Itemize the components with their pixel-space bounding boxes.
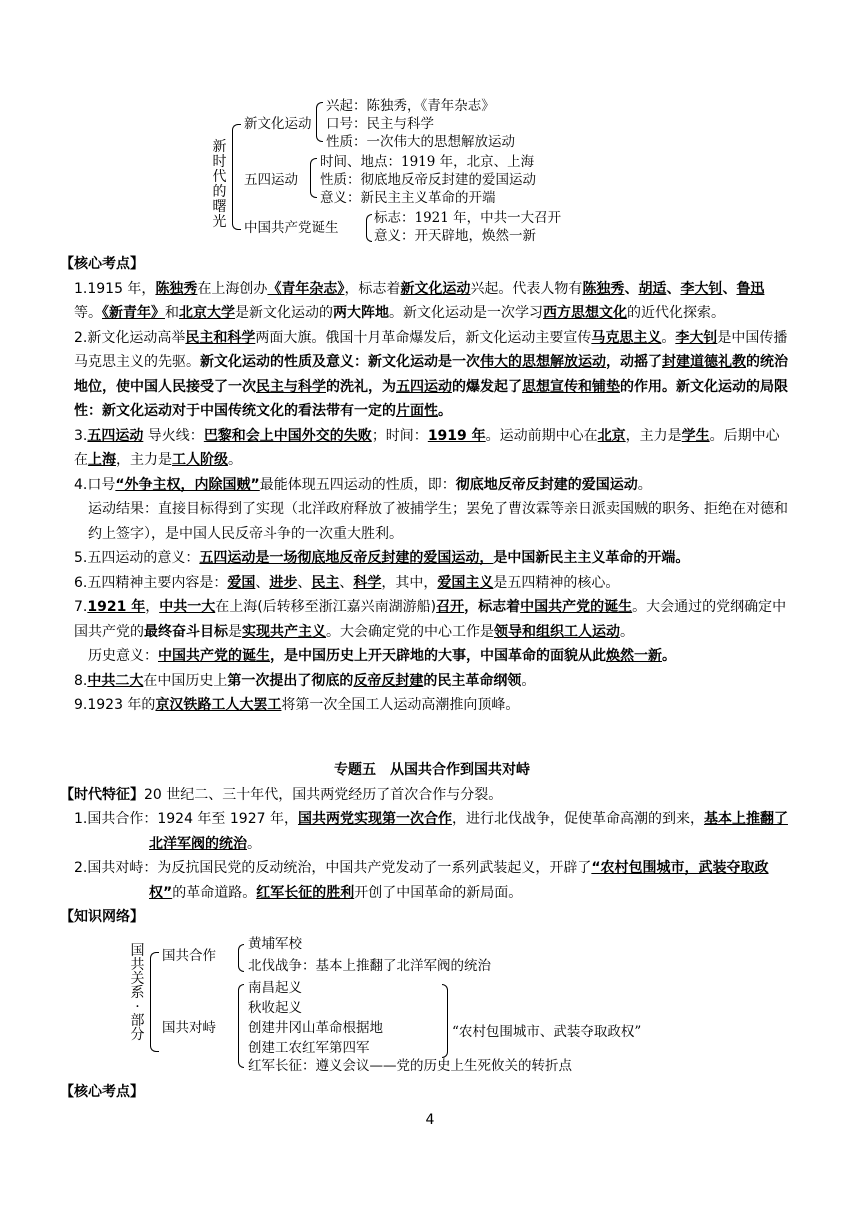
- text: 开创了中国革命的新局面。: [354, 884, 523, 901]
- key-term: 彻底地反帝反封建的爱国运动: [455, 476, 638, 493]
- text: 和: [165, 305, 179, 321]
- text: 6.五四精神主要内容是：: [74, 574, 228, 591]
- point-7: [74, 595, 790, 644]
- network-heading: [60, 905, 790, 930]
- text-block-2: [60, 758, 790, 930]
- key-term: 最终奋斗目标: [144, 623, 228, 640]
- text: 的民主革命纲领: [423, 672, 522, 689]
- key-term: 京汉铁路工人大罢工: [155, 697, 282, 713]
- key-term: “外争主权，内除国贼”: [115, 476, 260, 493]
- text: 是新文化运动的: [235, 305, 333, 321]
- group-note: “农村包围城市、武装夺取政权”: [452, 1024, 642, 1040]
- key-term: 北京: [597, 427, 626, 444]
- tree-root-label: 国共关系·部分: [130, 943, 145, 1043]
- key-term: 民主: [311, 574, 340, 591]
- key-term: 工人阶级: [172, 452, 228, 468]
- brace: [366, 214, 372, 242]
- right-brace: [442, 984, 448, 1058]
- key-term: 片面性: [396, 403, 438, 419]
- key-term: 五四运动: [87, 427, 144, 444]
- page-number: 4: [425, 1112, 435, 1128]
- text: 3.: [74, 427, 88, 444]
- text: 在中国历史上: [143, 672, 228, 689]
- key-term: 国共两党实现第一次合作: [297, 811, 452, 827]
- label: 【时代特征】: [60, 786, 144, 803]
- text: 是五四精神的核心。: [493, 574, 620, 591]
- brace: [310, 158, 317, 198]
- text: 、: [722, 280, 737, 297]
- text: ，主力是: [116, 452, 172, 468]
- branch-label: 新文化运动: [244, 116, 312, 132]
- key-term: 李大钊: [675, 329, 718, 346]
- key-term: 西方思想文化: [543, 305, 627, 321]
- text: 最能体现五四运动的性质，即：: [259, 476, 456, 493]
- key-term: 五四运动是一场: [199, 550, 298, 566]
- key-term: 马克思主义: [591, 329, 662, 346]
- branch-item: 北伐战争：基本上推翻了北洋军阀的统治: [248, 958, 491, 974]
- text: 。: [228, 452, 242, 468]
- text: 、: [255, 574, 270, 591]
- branch-item: 性质：彻底地反帝反封建的爱国运动: [320, 172, 536, 188]
- section-title: 专题五 从国共合作到国共对峙: [334, 762, 530, 778]
- text: 的爆发起了: [452, 378, 522, 395]
- text: ，其中，: [381, 574, 438, 591]
- section-heading: 【核心考点】: [60, 1084, 144, 1100]
- brace: [232, 124, 241, 230]
- key-term: 召开: [436, 599, 465, 615]
- key-term: 北京大学: [179, 305, 235, 321]
- key-term: 1919 年: [427, 427, 486, 444]
- key-term: 上海: [88, 452, 116, 468]
- key-term: 《新青年》: [102, 305, 165, 321]
- key-term: 《青年杂志》: [267, 280, 345, 297]
- era-feature: [60, 783, 790, 808]
- text: ，动摇了: [606, 354, 662, 370]
- key-term: 1921 年: [87, 599, 146, 615]
- branch-label: 五四运动: [244, 172, 298, 188]
- point-2: [74, 326, 790, 424]
- text: ，是中国历史上开天辟地的大事，中国革命的面貌从此: [270, 648, 606, 664]
- point-7-significance: [74, 644, 790, 669]
- key-term: 民主与科学: [256, 378, 326, 395]
- key-term: “农村包围城市，武装夺取政权”: [149, 860, 769, 901]
- point-4: [74, 473, 790, 498]
- text: ，: [145, 599, 160, 615]
- text: 的作用。新文化运动的局限性：新文化运动对于中国传统文化的看法带有一定的: [74, 378, 788, 419]
- knowledge-tree-kmt-cpc: [128, 934, 748, 1074]
- text: 在上海创办: [197, 280, 268, 297]
- text: 1.1915 年，: [74, 280, 156, 297]
- text: 、: [666, 280, 681, 297]
- key-term: 中共二大: [87, 672, 144, 689]
- branch-item: 时间、地点：1919 年，北京、上海: [320, 154, 535, 170]
- key-term: 是中国新民主主义革命的开端。: [493, 550, 690, 566]
- key-term: 红军长征的胜利: [256, 884, 355, 901]
- brace: [238, 984, 244, 1068]
- point-9: [74, 693, 790, 718]
- text: 5.五四运动的意义：: [74, 550, 200, 566]
- text: 是: [228, 623, 242, 640]
- key-term: 陈独秀: [582, 280, 625, 297]
- text: 。: [247, 835, 261, 852]
- brace: [316, 102, 323, 142]
- text: 。: [661, 329, 676, 346]
- key-term: 胡适: [638, 280, 667, 297]
- key-term: 彻底地反帝反封建: [297, 550, 410, 566]
- text: 4.口号: [74, 476, 116, 493]
- key-term: 科学: [353, 574, 382, 591]
- text: 第一次提出了彻底的: [227, 672, 354, 689]
- text: 、: [339, 574, 354, 591]
- knowledge-tree-new-era: [210, 96, 670, 248]
- key-term: 实现共产主义: [242, 623, 326, 640]
- branch-item: 南昌起义: [248, 980, 302, 996]
- text: 将第一次全国工人运动高潮推向顶峰。: [281, 697, 520, 713]
- text: 是中国传播马克思主义的先驱。: [74, 329, 788, 370]
- era-item-1: [74, 807, 790, 856]
- branch-label: 国共合作: [162, 948, 216, 964]
- key-term: 民主和科学: [185, 329, 256, 346]
- label: 【知识网络】: [60, 909, 144, 925]
- text: ，进行北伐战争，促使革命高潮的到来，: [451, 811, 704, 827]
- text: 。运动前期中心在: [485, 427, 598, 444]
- key-term: 李大钊: [680, 280, 723, 297]
- point-8: [74, 669, 790, 694]
- point-3: [74, 424, 790, 473]
- text: 1.国共合作：1924 年至 1927 年，: [74, 811, 298, 827]
- point-5: [74, 546, 790, 571]
- branch-item: 红军长征：遵义会议——党的历史上生死攸关的转折点: [248, 1058, 572, 1074]
- branch-label: 国共对峙: [162, 1020, 216, 1036]
- text: 20 世纪二、三十年代，国共两党经历了首次合作与分裂。: [144, 786, 503, 803]
- text-block-3: [60, 1080, 790, 1105]
- key-term: 巴黎和会上中国外交的失败: [203, 427, 372, 444]
- branch-item: 标志：1921 年，中共一大召开: [374, 210, 562, 226]
- key-term: 反帝反封建: [353, 672, 424, 689]
- brace: [150, 952, 159, 1052]
- text: 等。: [74, 305, 102, 321]
- branch-item: 创建井冈山革命根据地: [248, 1020, 383, 1036]
- key-term: 封建道德礼教: [662, 354, 746, 370]
- key-term: 伟大的思想解放运动: [480, 354, 606, 370]
- text: 。大会确定党的中心工作是: [326, 623, 494, 640]
- point-4-result: [74, 497, 790, 546]
- key-term: 领导和组织工人运动: [494, 623, 620, 640]
- text: 在上海(后转移至浙江嘉兴南湖游船): [215, 599, 437, 615]
- text-block-1: [60, 252, 790, 718]
- text: 历史意义：: [88, 648, 158, 664]
- tree-root-label: 新时代的曙光: [212, 139, 227, 230]
- point-6: [74, 571, 790, 596]
- text: ，标志着: [344, 280, 401, 297]
- text: 9.1923 年的: [74, 697, 156, 713]
- text: 。: [620, 623, 634, 640]
- text: 。: [521, 672, 536, 689]
- branch-item: 创建工农红军第四军: [248, 1040, 370, 1056]
- text: 的近代化探索。: [627, 305, 725, 321]
- key-term: 爱国: [227, 574, 256, 591]
- key-term: 新文化运动: [400, 280, 471, 297]
- branch-item: 意义：新民主主义革命的开端: [320, 190, 496, 206]
- text: 8.: [74, 672, 88, 689]
- branch-item: 性质：一次伟大的思想解放运动: [326, 134, 515, 150]
- key-term: 的爱国运动，: [409, 550, 494, 566]
- key-term: 陈独秀: [155, 280, 198, 297]
- section-heading: 【核心考点】: [60, 256, 144, 272]
- branch-item: 黄埔军校: [248, 936, 302, 952]
- key-term: 思想宣传和铺垫: [522, 378, 620, 395]
- text: 。后期中心在: [74, 427, 780, 468]
- branch-item: 兴起：陈独秀，《青年杂志》: [326, 98, 495, 114]
- key-term: 焕然一新: [606, 648, 662, 664]
- text: 2.国共对峙：为反抗国民党的反动统治，中国共产党发动了一系列武装起义，开辟了: [74, 860, 592, 876]
- key-term: 基本上推翻了北洋军阀的统治: [149, 811, 788, 852]
- key-term: 中共一大: [159, 599, 216, 615]
- text: 、: [297, 574, 312, 591]
- text: 的革命道路。: [172, 884, 257, 901]
- text: 。新文化运动是一次学习: [389, 305, 543, 321]
- era-item-2: [74, 856, 790, 905]
- text: 导火线：: [143, 427, 204, 444]
- text: 。: [438, 403, 452, 419]
- key-term: 两大阵地: [333, 305, 389, 321]
- key-term: 中国共产党的诞生: [520, 599, 633, 615]
- text: 两面大旗。俄国十月革命爆发后，新文化运动主要宣传: [255, 329, 592, 346]
- text: ；时间：: [371, 427, 428, 444]
- key-term: 爱国主义: [437, 574, 494, 591]
- key-term: 五四运动: [396, 378, 452, 395]
- branch-item: 意义：开天辟地，焕然一新: [374, 228, 536, 244]
- text: 。: [662, 648, 676, 664]
- key-term: 学生: [681, 427, 710, 444]
- text: 运动结果：直接目标得到了实现（北洋政府释放了被捕学生；罢免了曹汝霖等亲日派卖国贼的职务、拒绝在对德和约上签字），是中国人民反帝斗争的一次重大胜利。: [88, 501, 788, 542]
- branch-item: 口号：民主与科学: [326, 116, 434, 132]
- key-term: 进步: [269, 574, 298, 591]
- text: 2.新文化运动高举: [74, 329, 186, 346]
- text: 、: [624, 280, 639, 297]
- text: 兴起。代表人物有: [470, 280, 583, 297]
- key-term: 中国共产党的诞生: [158, 648, 270, 664]
- text: 的统治地位，使中国人民接受了一次: [74, 354, 788, 395]
- text: 7.: [74, 599, 88, 615]
- text: 新文化运动的性质及意义：新文化运动是一次: [200, 354, 480, 370]
- text: ，主力是: [625, 427, 682, 444]
- branch-item: 秋收起义: [248, 1000, 302, 1016]
- brace: [238, 944, 244, 972]
- branch-label: 中国共产党诞生: [244, 220, 339, 236]
- text: 的洗礼，为: [326, 378, 396, 395]
- point-1: [74, 277, 790, 326]
- text: 。: [637, 476, 652, 493]
- text: ，标志着: [464, 599, 521, 615]
- key-term: 鲁迅: [736, 280, 765, 297]
- text: 。大会通过的党纲确定中国共产党的: [74, 599, 787, 640]
